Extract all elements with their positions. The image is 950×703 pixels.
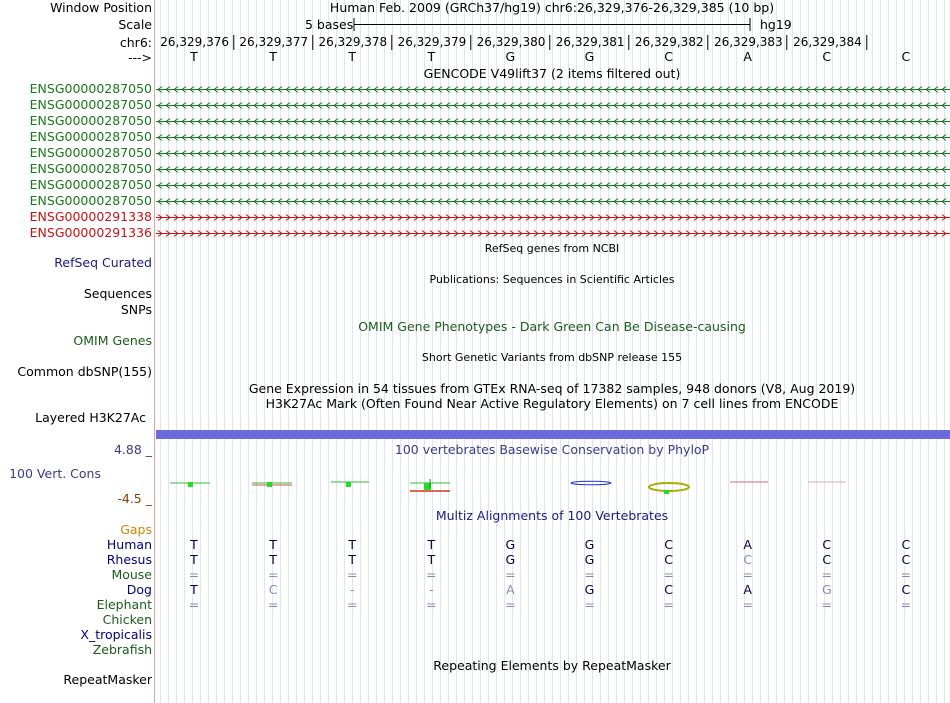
sequence-base: C xyxy=(901,49,911,64)
position-tick-label: 26,329,381 xyxy=(556,35,630,50)
gene-label[interactable]: ENSG00000287050 xyxy=(29,97,152,112)
alignment-base: = xyxy=(267,567,279,582)
gene-label[interactable]: ENSG00000287050 xyxy=(29,81,152,96)
position-tick-label: 26,329,382 xyxy=(635,35,709,50)
window-position-label: Window Position xyxy=(50,0,152,15)
strand-label: ---> xyxy=(127,50,152,65)
dbsnp-title: Short Genetic Variants from dbSNP release 155 xyxy=(421,351,683,364)
chrom-label: chr6: xyxy=(119,35,152,50)
omim-label[interactable]: OMIM Genes xyxy=(73,333,152,348)
alignment-base: A xyxy=(506,582,515,597)
alignment-base: C xyxy=(268,582,278,597)
gene-body[interactable] xyxy=(156,85,950,94)
alignment-base: G xyxy=(584,537,595,552)
alignment-base: = xyxy=(584,597,595,612)
position-tick-label: 26,329,377 xyxy=(239,35,313,50)
alignment-base: T xyxy=(190,552,198,567)
species-label[interactable]: Rhesus xyxy=(106,552,152,567)
refseq-title: RefSeq genes from NCBI xyxy=(484,242,620,255)
alignment-base: A xyxy=(743,537,752,552)
position-tick-label: 26,329,379 xyxy=(398,35,472,50)
omim-title: OMIM Gene Phenotypes - Dark Green Can Be Disease-causing xyxy=(358,319,746,334)
alignment-base: C xyxy=(901,582,911,597)
alignment-base: C xyxy=(664,552,673,567)
species-label[interactable]: Human xyxy=(106,537,152,552)
alignment-base: T xyxy=(427,552,436,567)
gene-label[interactable]: ENSG00000291336 xyxy=(29,225,152,240)
phylop-signal xyxy=(156,474,950,498)
gene-body[interactable] xyxy=(156,117,950,126)
sequence-base: T xyxy=(190,49,198,64)
gene-label[interactable]: ENSG00000291338 xyxy=(29,209,152,224)
phylop-track-label[interactable]: 100 Vert. Cons xyxy=(9,466,101,481)
alignment-base: = xyxy=(505,567,516,582)
alignment-base: = xyxy=(663,567,674,582)
alignment-base: C xyxy=(822,537,832,552)
alignment-base: = xyxy=(188,597,200,612)
alignment-base: C xyxy=(901,552,911,567)
label-column-separator xyxy=(154,0,155,703)
species-label[interactable]: Zebrafish xyxy=(92,642,152,657)
alignment-base: T xyxy=(269,552,277,567)
alignment-base: = xyxy=(426,597,437,612)
alignment-base: = xyxy=(742,567,753,582)
sequence-base: C xyxy=(664,49,673,64)
gtex-title: Gene Expression in 54 tissues from GTEx RNA-seq of 17382 samples, 948 donors (V8, Aug 2019) xyxy=(248,381,856,396)
species-label[interactable]: Elephant xyxy=(96,597,152,612)
gene-label[interactable]: ENSG00000287050 xyxy=(29,129,152,144)
multiz-title: Multiz Alignments of 100 Vertebrates xyxy=(435,508,669,523)
alignment-base: G xyxy=(821,582,832,597)
gaps-label: Gaps xyxy=(120,522,152,537)
publications-title: Publications: Sequences in Scientific Articles xyxy=(429,273,675,286)
scale-label: Scale xyxy=(118,17,152,32)
dbsnp-label[interactable]: Common dbSNP(155) xyxy=(17,364,152,379)
alignment-base: = xyxy=(821,567,833,582)
gene-label[interactable]: ENSG00000287050 xyxy=(29,145,152,160)
sequence-base: T xyxy=(427,49,436,64)
gencode-title: GENCODE V49lift37 (2 items filtered out) xyxy=(423,66,681,81)
species-label[interactable]: Chicken xyxy=(102,612,152,627)
gene-body[interactable] xyxy=(156,149,950,158)
position-tick-label: 26,329,378 xyxy=(318,35,392,50)
alignment-base: G xyxy=(505,552,516,567)
alignment-base: T xyxy=(190,582,198,597)
alignment-base: C xyxy=(664,582,673,597)
h3k27ac-title: H3K27Ac Mark (Often Found Near Active Regulatory Elements) on 7 cell lines from ENCODE xyxy=(265,396,839,411)
gene-body[interactable] xyxy=(156,197,950,206)
sequence-base: G xyxy=(584,49,595,64)
alignment-base: = xyxy=(584,567,595,582)
refseq-label[interactable]: RefSeq Curated xyxy=(54,255,152,270)
alignment-base: G xyxy=(584,582,595,597)
position-tick-label: 26,329,383 xyxy=(714,35,788,50)
species-label[interactable]: Dog xyxy=(126,582,152,597)
sequence-base: T xyxy=(269,49,277,64)
gene-label[interactable]: ENSG00000287050 xyxy=(29,177,152,192)
alignment-base: T xyxy=(269,537,277,552)
alignment-base: = xyxy=(900,597,912,612)
phylop-max-label: 4.88 _ xyxy=(113,442,152,457)
h3k27ac-signal-bar xyxy=(156,430,950,439)
gene-body[interactable] xyxy=(156,165,950,174)
species-label[interactable]: Mouse xyxy=(111,567,152,582)
alignment-base: = xyxy=(426,567,437,582)
gene-label[interactable]: ENSG00000287050 xyxy=(29,113,152,128)
scale-db-label: hg19 xyxy=(760,17,792,32)
gene-label[interactable]: ENSG00000287050 xyxy=(29,161,152,176)
alignment-base: T xyxy=(348,552,357,567)
alignment-base: G xyxy=(584,552,595,567)
sequence-base: T xyxy=(348,49,357,64)
h3k27ac-label[interactable]: Layered H3K27Ac xyxy=(35,410,146,425)
repeatmasker-title: Repeating Elements by RepeatMasker xyxy=(433,658,671,673)
gene-body[interactable] xyxy=(156,101,950,110)
gene-body[interactable] xyxy=(156,213,950,222)
position-tick-label: 26,329,380 xyxy=(477,35,551,50)
alignment-base: = xyxy=(742,597,753,612)
sequence-base: A xyxy=(743,49,752,64)
alignment-base: = xyxy=(346,597,358,612)
alignment-base: - xyxy=(429,582,434,597)
sequence-base: C xyxy=(822,49,832,64)
position-tick-label: 26,329,376 xyxy=(160,35,234,50)
alignment-base: T xyxy=(190,537,198,552)
gene-body[interactable] xyxy=(156,229,950,238)
alignment-base: A xyxy=(743,582,752,597)
alignment-base: T xyxy=(348,537,357,552)
alignment-base: C xyxy=(822,552,832,567)
sequence-base: G xyxy=(505,49,516,64)
alignment-base: = xyxy=(505,597,516,612)
alignment-base: C xyxy=(901,537,911,552)
alignment-base: T xyxy=(427,537,436,552)
phylop-min-label: -4.5 _ xyxy=(117,491,152,506)
gene-label[interactable]: ENSG00000287050 xyxy=(29,193,152,208)
window-position-value: Human Feb. 2009 (GRCh37/hg19) chr6:26,329,376-26,329,385 (10 bp) xyxy=(329,0,775,15)
alignment-base: = xyxy=(900,567,912,582)
alignment-base: = xyxy=(821,597,833,612)
scale-bases-text: 5 bases xyxy=(305,17,354,32)
phylop-title: 100 vertebrates Basewise Conservation by PhyloP xyxy=(394,442,710,457)
alignment-base: = xyxy=(188,567,200,582)
alignment-base: - xyxy=(349,582,355,597)
pubs-snps-label[interactable]: SNPs xyxy=(120,302,152,317)
alignment-base: C xyxy=(664,537,673,552)
species-label[interactable]: X_tropicalis xyxy=(80,627,152,642)
alignment-base: = xyxy=(663,597,674,612)
gene-body[interactable] xyxy=(156,181,950,190)
scale-bar xyxy=(353,17,753,32)
alignment-base: = xyxy=(346,567,358,582)
alignment-base: C xyxy=(743,552,753,567)
pubs-sequences-label[interactable]: Sequences xyxy=(83,286,152,301)
gene-body[interactable] xyxy=(156,133,950,142)
position-tick-label: 26,329,384 xyxy=(793,35,867,50)
alignment-base: = xyxy=(267,597,279,612)
repeatmasker-label[interactable]: RepeatMasker xyxy=(63,672,152,687)
alignment-base: G xyxy=(505,537,516,552)
